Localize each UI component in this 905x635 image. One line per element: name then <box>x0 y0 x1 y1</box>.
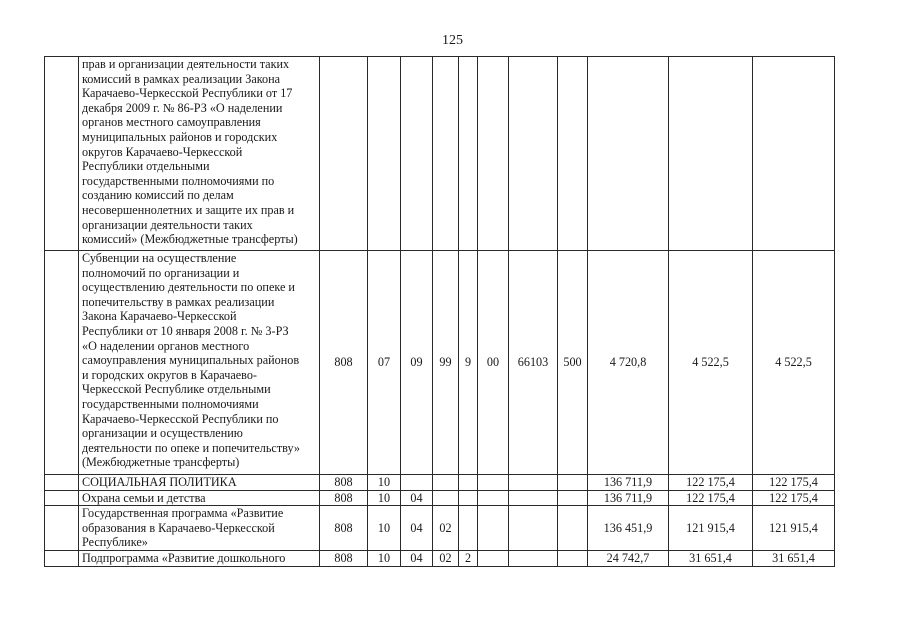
direction-code <box>478 550 509 566</box>
row-name: Охрана семьи и детства <box>79 490 320 506</box>
program-code: 02 <box>433 506 459 551</box>
sum-year-3 <box>753 57 835 251</box>
ministry-code: 808 <box>320 490 368 506</box>
table-row <box>45 506 835 551</box>
sum-year-1: 136 451,9 <box>588 506 669 551</box>
sum-year-1 <box>588 57 669 251</box>
subprogram-code: 9 <box>459 251 478 475</box>
subprogram-code <box>459 57 478 251</box>
subsection-code: 04 <box>401 506 433 551</box>
section-code: 10 <box>368 475 401 491</box>
sum-year-3: 122 175,4 <box>753 475 835 491</box>
table-row <box>45 490 835 506</box>
sum-year-2: 122 175,4 <box>669 490 753 506</box>
article-code <box>509 57 558 251</box>
subsection-code: 09 <box>401 251 433 475</box>
sum-year-3: 121 915,4 <box>753 506 835 551</box>
row-name: прав и организации деятельности таких комиссий в рамках реализации Закона Карачаево-Черкесской Республики от 17 декабря 2009 г. № 86-РЗ «О наделении органов местного самоуправления муниципальных районов и городских округов Карачаево-Черкесской Республики отдельными государственными полномочиями по созданию комиссий по делам несовершеннолетних и защите их прав и организации деятельности таких комиссий» (Межбюджетные трансферты) <box>79 57 320 251</box>
section-code: 10 <box>368 490 401 506</box>
expense-type-code <box>558 550 588 566</box>
article-code: 66103 <box>509 251 558 475</box>
page-number: 125 <box>442 33 463 48</box>
sum-year-3: 31 651,4 <box>753 550 835 566</box>
article-code <box>509 506 558 551</box>
row-margin-cell <box>45 490 79 506</box>
expense-type-code <box>558 57 588 251</box>
article-code <box>509 475 558 491</box>
program-code: 02 <box>433 550 459 566</box>
program-code: 99 <box>433 251 459 475</box>
sum-year-1: 4 720,8 <box>588 251 669 475</box>
expense-type-code <box>558 506 588 551</box>
row-name: СОЦИАЛЬНАЯ ПОЛИТИКА <box>79 475 320 491</box>
budget-table <box>44 56 835 567</box>
subprogram-code <box>459 490 478 506</box>
sum-year-3: 122 175,4 <box>753 490 835 506</box>
subprogram-code: 2 <box>459 550 478 566</box>
sum-year-2: 122 175,4 <box>669 475 753 491</box>
table-row <box>45 57 835 251</box>
section-code: 10 <box>368 506 401 551</box>
expense-type-code: 500 <box>558 251 588 475</box>
table-row <box>45 475 835 491</box>
subsection-code: 04 <box>401 490 433 506</box>
table-row <box>45 251 835 475</box>
program-code <box>433 475 459 491</box>
ministry-code: 808 <box>320 506 368 551</box>
expense-type-code <box>558 490 588 506</box>
row-margin-cell <box>45 475 79 491</box>
row-name: Подпрограмма «Развитие дошкольного <box>79 550 320 566</box>
ministry-code: 808 <box>320 251 368 475</box>
article-code <box>509 490 558 506</box>
row-margin-cell <box>45 251 79 475</box>
subsection-code <box>401 475 433 491</box>
direction-code <box>478 475 509 491</box>
ministry-code: 808 <box>320 475 368 491</box>
table-row <box>45 550 835 566</box>
subprogram-code <box>459 475 478 491</box>
sum-year-3: 4 522,5 <box>753 251 835 475</box>
section-code: 07 <box>368 251 401 475</box>
subsection-code: 04 <box>401 550 433 566</box>
sum-year-2 <box>669 57 753 251</box>
subprogram-code <box>459 506 478 551</box>
sum-year-1: 24 742,7 <box>588 550 669 566</box>
row-margin-cell <box>45 506 79 551</box>
direction-code: 00 <box>478 251 509 475</box>
sum-year-1: 136 711,9 <box>588 490 669 506</box>
program-code <box>433 57 459 251</box>
section-code <box>368 57 401 251</box>
article-code <box>509 550 558 566</box>
row-name: Субвенции на осуществление полномочий по организации и осуществлению деятельности по опеке и попечительству в рамках реализации Закона Карачаево-Черкесской Республики от 10 января 2008 г. № 3-РЗ «О наделении органов местного самоуправления муниципальных районов и городских округов в Карачаево- Черкесской Республике отдельными государственными полномочиями Карачаево-Черкесской Республики по организации и осуществлению деятельности по опеке и попечительству» (Межбюджетные трансферты) <box>79 251 320 475</box>
subsection-code <box>401 57 433 251</box>
direction-code <box>478 57 509 251</box>
direction-code <box>478 506 509 551</box>
sum-year-2: 121 915,4 <box>669 506 753 551</box>
section-code: 10 <box>368 550 401 566</box>
sum-year-2: 4 522,5 <box>669 251 753 475</box>
ministry-code: 808 <box>320 550 368 566</box>
row-name: Государственная программа «Развитие образования в Карачаево-Черкесской Республике» <box>79 506 320 551</box>
row-margin-cell <box>45 57 79 251</box>
program-code <box>433 490 459 506</box>
sum-year-2: 31 651,4 <box>669 550 753 566</box>
direction-code <box>478 490 509 506</box>
sum-year-1: 136 711,9 <box>588 475 669 491</box>
row-margin-cell <box>45 550 79 566</box>
ministry-code <box>320 57 368 251</box>
expense-type-code <box>558 475 588 491</box>
